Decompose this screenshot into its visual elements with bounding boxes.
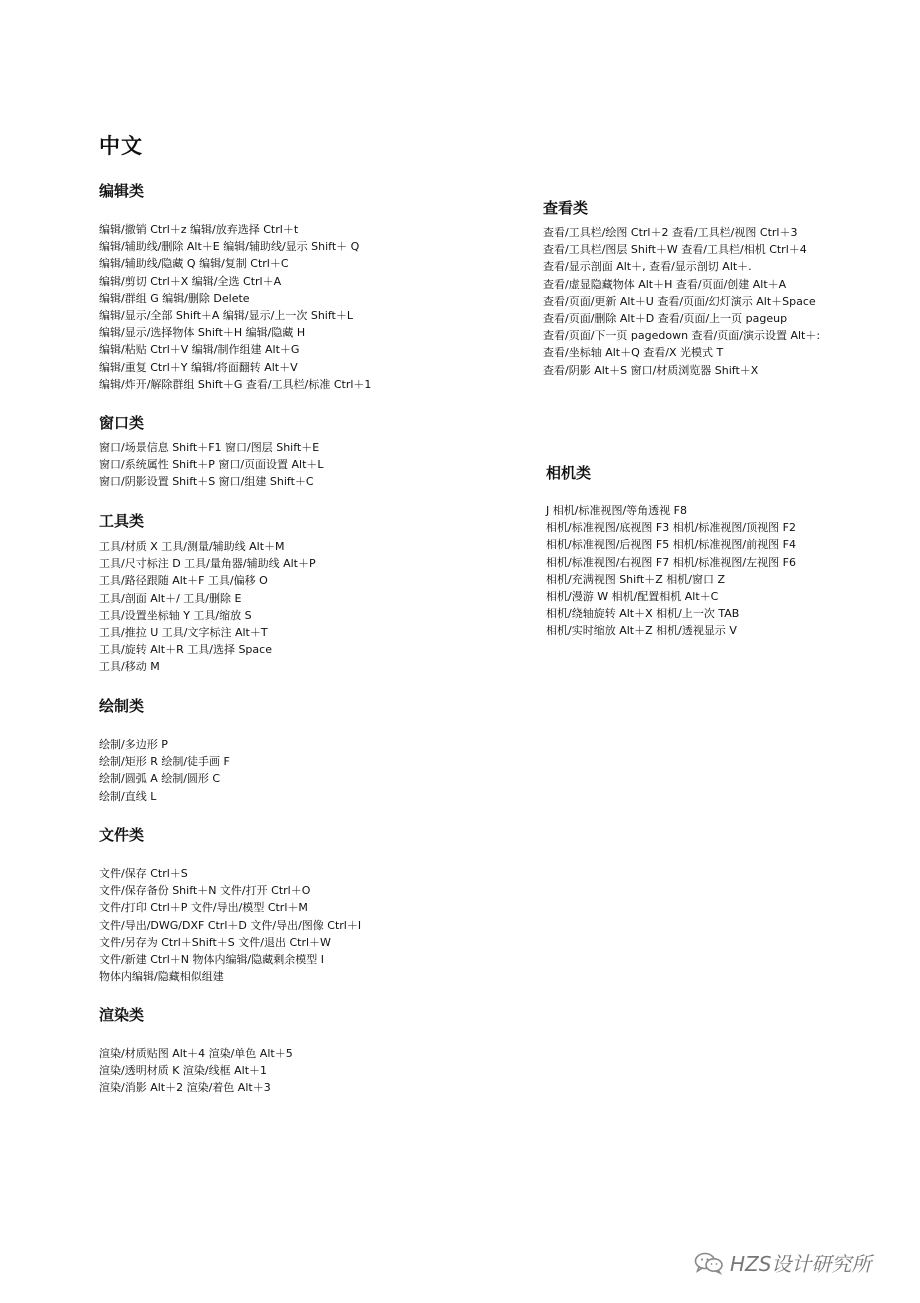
- shortcut-line: 相机/充满视图 Shift＋Z 相机/窗口 Z: [546, 572, 725, 586]
- watermark-text: HZS设计研究所: [730, 1252, 872, 1276]
- shortcut-line: 工具/剖面 Alt＋/ 工具/删除 E: [99, 591, 242, 605]
- shortcut-line: 编辑/辅助线/删除 Alt＋E 编辑/辅助线/显示 Shift＋ Q: [99, 240, 360, 254]
- shortcut-line: 工具/旋转 Alt＋R 工具/选择 Space: [99, 643, 272, 657]
- section-title-camera: 相机类: [546, 464, 592, 482]
- section-title-draw: 绘制类: [99, 697, 145, 715]
- shortcut-line: 查看/页面/下一页 pagedown 查看/页面/演示设置 Alt＋:: [543, 329, 821, 343]
- shortcut-list-tools: [99, 538, 316, 676]
- shortcut-line: 工具/尺寸标注 D 工具/量角器/辅助线 Alt＋P: [99, 557, 316, 571]
- shortcut-line: 绘制/矩形 R 绘制/徒手画 F: [99, 755, 230, 769]
- shortcut-line: 编辑/剪切 Ctrl＋X 编辑/全选 Ctrl＋A: [99, 274, 282, 288]
- shortcut-line: 渲染/消影 Alt＋2 渲染/着色 Alt＋3: [99, 1081, 271, 1095]
- wechat-icon: [694, 1251, 724, 1275]
- shortcut-line: 绘制/圆弧 A 绘制/圆形 C: [99, 772, 221, 786]
- section-edit: [99, 181, 371, 393]
- shortcut-line: 绘制/直线 L: [99, 789, 157, 803]
- section-title-render: 渲染类: [99, 1006, 145, 1024]
- section-render: [99, 1005, 293, 1097]
- section-draw: [99, 696, 230, 805]
- shortcut-list-camera: [546, 502, 796, 640]
- section-camera: [546, 463, 796, 640]
- shortcut-line: 窗口/场景信息 Shift＋F1 窗口/图层 Shift＋E: [99, 441, 320, 454]
- shortcut-line: 相机/漫游 W 相机/配置相机 Alt＋C: [546, 589, 719, 603]
- shortcut-list-draw: [99, 736, 230, 805]
- shortcut-line: 窗口/阴影设置 Shift＋S 窗口/组建 Shift＋C: [99, 475, 314, 489]
- shortcut-line: 编辑/群组 G 编辑/删除 Delete: [99, 291, 250, 305]
- shortcut-list-file: [99, 865, 361, 985]
- section-title-tools: 工具类: [99, 512, 145, 530]
- shortcut-line: 绘制/多边形 P: [99, 738, 168, 751]
- shortcut-line: 渲染/材质贴图 Alt＋4 渲染/单色 Alt＋5: [99, 1047, 293, 1060]
- section-tools: [99, 511, 316, 676]
- watermark: [694, 1248, 871, 1277]
- shortcut-line: 编辑/显示/选择物体 Shift＋H 编辑/隐藏 H: [99, 326, 306, 340]
- shortcut-line: 工具/设置坐标轴 Y 工具/缩放 S: [99, 608, 252, 622]
- shortcut-line: 相机/实时缩放 Alt＋Z 相机/透视显示 V: [546, 624, 737, 638]
- section-title-window: 窗口类: [99, 414, 145, 432]
- shortcut-line: 编辑/重复 Ctrl＋Y 编辑/将面翻转 Alt＋V: [99, 360, 298, 374]
- section-file: [99, 825, 361, 985]
- section-title-edit: 编辑类: [99, 182, 145, 200]
- shortcut-line: 查看/工具栏/图层 Shift＋W 查看/工具栏/相机 Ctrl＋4: [543, 243, 807, 257]
- shortcut-line: 编辑/粘贴 Ctrl＋V 编辑/制作组建 Alt＋G: [99, 343, 300, 357]
- shortcut-line: 工具/材质 X 工具/测量/辅助线 Alt＋M: [99, 540, 285, 553]
- shortcut-line: 工具/移动 M: [99, 660, 160, 674]
- shortcut-line: 查看/页面/删除 Alt＋D 查看/页面/上一页 pageup: [543, 311, 788, 325]
- shortcut-line: 文件/另存为 Ctrl＋Shift＋S 文件/退出 Ctrl＋W: [99, 935, 331, 949]
- shortcut-line: 相机/标准视图/右视图 F7 相机/标准视图/左视图 F6: [546, 555, 796, 569]
- shortcut-line: 查看/虚显隐藏物体 Alt＋H 查看/页面/创建 Alt＋A: [543, 277, 787, 291]
- shortcut-list-window: [99, 439, 324, 491]
- shortcut-line: 相机/绕轴旋转 Alt＋X 相机/上一次 TAB: [546, 607, 740, 621]
- shortcut-line: 查看/页面/更新 Alt＋U 查看/页面/幻灯演示 Alt＋Space: [543, 294, 816, 308]
- shortcut-line: 文件/新建 Ctrl＋N 物体内编辑/隐藏剩余模型 I: [99, 952, 324, 966]
- shortcut-line: 物体内编辑/隐藏相似组建: [99, 970, 224, 984]
- shortcut-list-render: [99, 1045, 293, 1097]
- shortcut-line: 编辑/炸开/解除群组 Shift＋G 查看/工具栏/标准 Ctrl＋1: [99, 377, 372, 391]
- section-title-file: 文件类: [99, 826, 145, 844]
- shortcut-line: 相机/标准视图/底视图 F3 相机/标准视图/顶视图 F2: [546, 521, 796, 535]
- section-title-view: 查看类: [543, 199, 589, 217]
- shortcut-line: 工具/推拉 U 工具/文字标注 Alt＋T: [99, 625, 268, 639]
- shortcut-line: J 相机/标准视图/等角透视 F8: [546, 504, 687, 517]
- shortcut-line: 相机/标准视图/后视图 F5 相机/标准视图/前视图 F4: [546, 538, 796, 552]
- section-window: [99, 413, 324, 491]
- shortcut-line: 查看/工具栏/绘图 Ctrl＋2 查看/工具栏/视图 Ctrl＋3: [543, 226, 798, 239]
- shortcut-list-view: [543, 224, 820, 379]
- shortcut-line: 文件/导出/DWG/DXF Ctrl＋D 文件/导出/图像 Ctrl＋I: [99, 918, 362, 932]
- shortcut-list-edit: [99, 221, 371, 393]
- shortcut-line: 工具/路径跟随 Alt＋F 工具/偏移 O: [99, 574, 268, 588]
- shortcut-line: 编辑/撤销 Ctrl＋z 编辑/放弃选择 Ctrl＋t: [99, 223, 299, 236]
- shortcut-line: 渲染/透明材质 K 渲染/线框 Alt＋1: [99, 1064, 268, 1078]
- shortcut-line: 文件/保存备份 Shift＋N 文件/打开 Ctrl＋O: [99, 884, 311, 898]
- section-view: [543, 198, 820, 379]
- shortcut-line: 窗口/系统属性 Shift＋P 窗口/页面设置 Alt＋L: [99, 458, 324, 472]
- shortcut-line: 查看/显示剖面 Alt＋, 查看/显示剖切 Alt＋.: [543, 260, 752, 274]
- page-title: 中文: [99, 134, 143, 158]
- shortcut-line: 查看/坐标轴 Alt＋Q 查看/X 光模式 T: [543, 346, 724, 360]
- shortcut-line: 查看/阴影 Alt＋S 窗口/材质浏览器 Shift＋X: [543, 363, 759, 377]
- shortcut-line: 编辑/辅助线/隐藏 Q 编辑/复制 Ctrl＋C: [99, 257, 289, 271]
- shortcut-line: 文件/打印 Ctrl＋P 文件/导出/模型 Ctrl＋M: [99, 901, 308, 915]
- shortcut-line: 文件/保存 Ctrl＋S: [99, 867, 188, 880]
- shortcut-line: 编辑/显示/全部 Shift＋A 编辑/显示/上一次 Shift＋L: [99, 308, 353, 322]
